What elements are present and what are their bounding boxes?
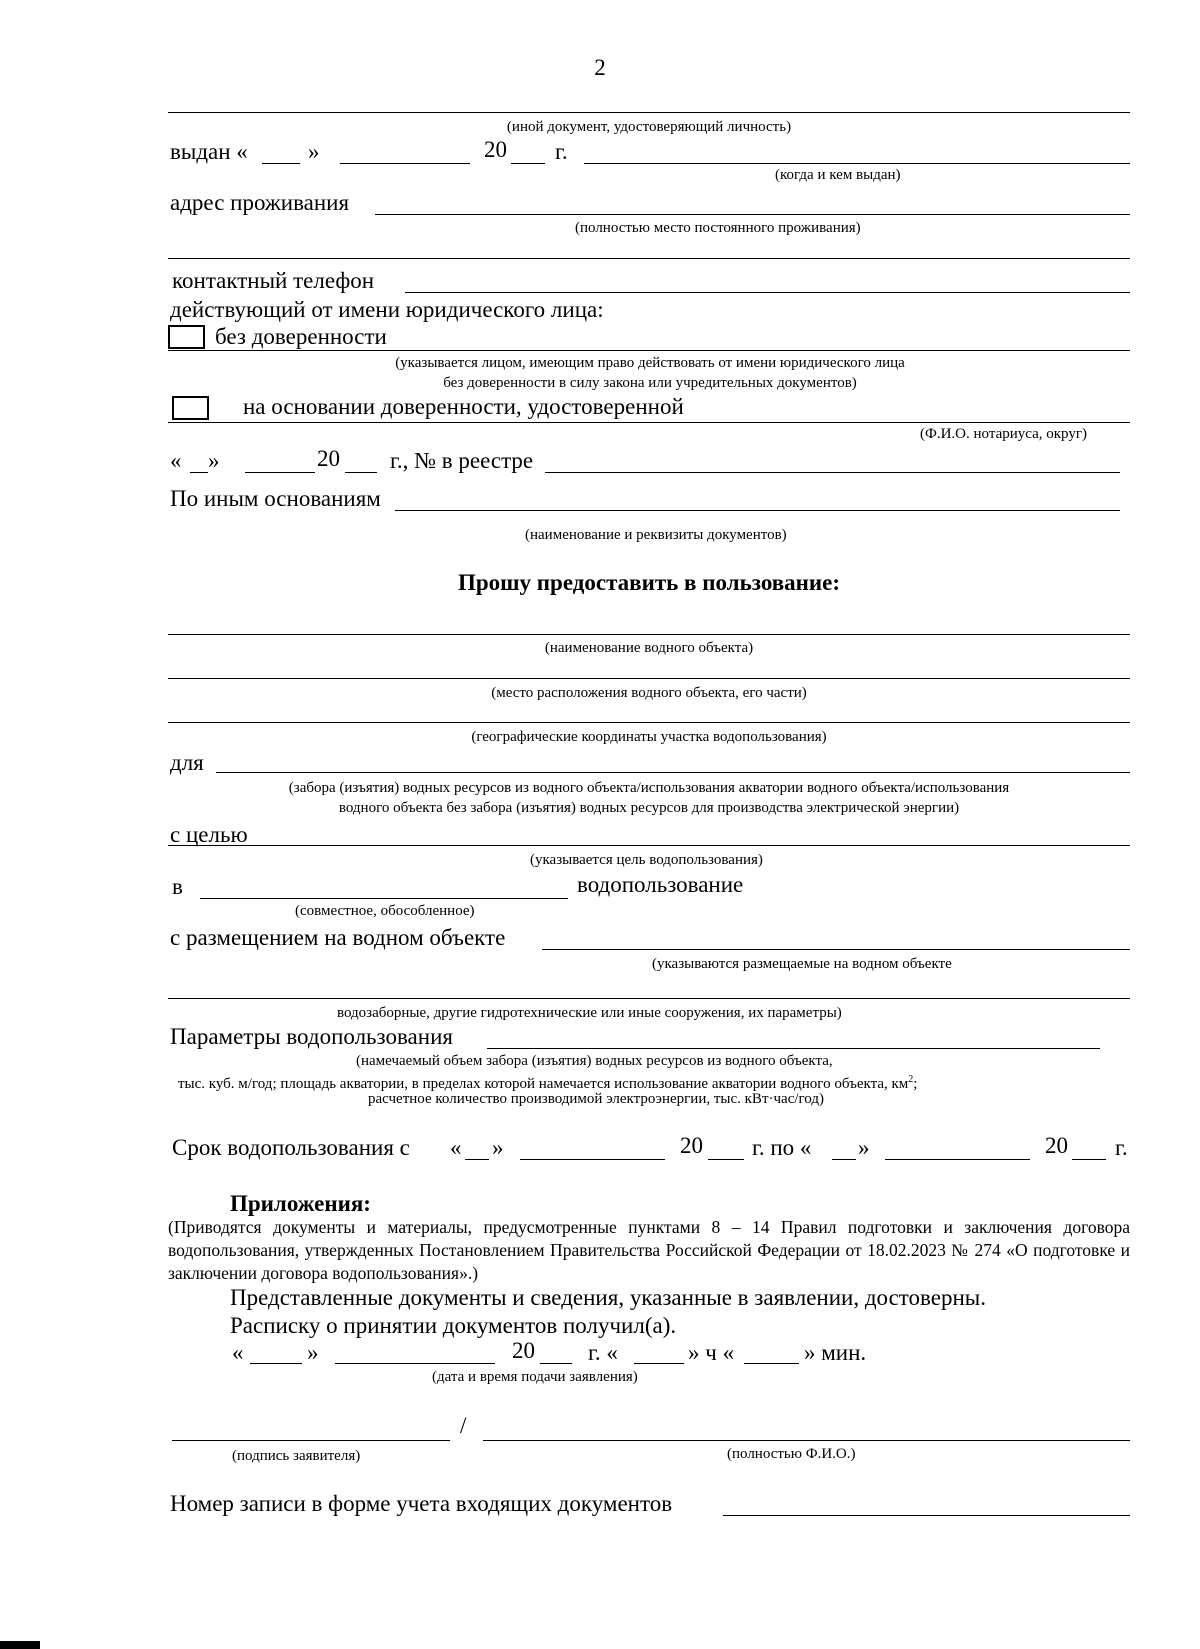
placement-field[interactable] bbox=[542, 949, 1130, 950]
term-end-day-field[interactable] bbox=[832, 1159, 856, 1160]
purpose-for-field[interactable] bbox=[216, 772, 1130, 773]
term-end-month-field[interactable] bbox=[885, 1159, 1030, 1160]
without-poa-caption-1: (указывается лицом, имеющим право действовать от имени юридического лица bbox=[395, 355, 905, 371]
submission-minutes-label: » мин. bbox=[804, 1340, 867, 1365]
usage-type-prefix: в bbox=[172, 874, 183, 899]
submission-hours-label: » ч « bbox=[688, 1340, 735, 1365]
without-poa-field[interactable] bbox=[168, 350, 1130, 351]
full-name-caption: (полностью Ф.И.О.) bbox=[727, 1446, 856, 1462]
parameters-label: Параметры водопользования bbox=[170, 1024, 453, 1049]
term-start-month-field[interactable] bbox=[520, 1159, 665, 1160]
attachments-text: (Приводятся документы и материалы, предусмотренные пунктами 8 – 14 Правил подготовки и заключения договора водопользования, утвержденных Постановлением Правительства Российской Федерации от 18.02.2023 № 274 «О подготовке и заключении договора водопользования».) bbox=[168, 1217, 1130, 1283]
page-number: 2 bbox=[594, 55, 606, 80]
purpose-for-caption-2: водного объекта без забора (изъятия) водных ресурсов для производства электрической энергии) bbox=[338, 800, 960, 816]
registry-day-field[interactable] bbox=[190, 472, 208, 473]
address-field[interactable] bbox=[375, 214, 1130, 215]
acting-label: действующий от имени юридического лица: bbox=[170, 297, 604, 322]
scan-edge-mark bbox=[0, 1641, 40, 1649]
term-quote-close: » bbox=[492, 1135, 504, 1160]
with-poa-label: на основании доверенности, удостоверенной bbox=[243, 394, 684, 419]
goal-caption: (указывается цель водопользования) bbox=[530, 852, 763, 868]
without-poa-caption-2: без доверенности в силу закона или учредительных документов) bbox=[443, 375, 857, 391]
issued-month-field[interactable] bbox=[340, 163, 470, 164]
water-object-name-caption: (наименование водного объекта) bbox=[544, 640, 754, 656]
signature-slash: / bbox=[460, 1413, 467, 1438]
registry-number-field[interactable] bbox=[545, 472, 1120, 473]
issued-year-field[interactable] bbox=[511, 163, 545, 164]
water-object-coords-caption: (географические координаты участка водопользования) bbox=[471, 729, 827, 745]
submission-quote-close: » bbox=[307, 1340, 319, 1365]
registry-quote-open: « bbox=[170, 448, 182, 473]
issued-quote-close: » bbox=[308, 139, 320, 164]
registry-year-field[interactable] bbox=[345, 472, 377, 473]
goal-field[interactable] bbox=[168, 845, 1130, 846]
phone-label: контактный телефон bbox=[172, 268, 375, 293]
other-grounds-field[interactable] bbox=[395, 510, 1120, 511]
parameters-caption-1: (намечаемый объем забора (изъятия) водных ресурсов из водного объекта, bbox=[356, 1053, 833, 1069]
signature-field[interactable] bbox=[172, 1440, 450, 1441]
water-object-coords-field[interactable] bbox=[168, 722, 1130, 723]
full-name-field[interactable] bbox=[483, 1440, 1130, 1441]
parameters-caption-2-end: ; bbox=[913, 1076, 918, 1092]
placement-caption-1: (указываются размещаемые на водном объекте bbox=[652, 956, 952, 972]
term-quote-close-2: » bbox=[858, 1135, 870, 1160]
term-year-prefix: 20 bbox=[680, 1133, 703, 1158]
record-number-field[interactable] bbox=[723, 1515, 1130, 1516]
registry-year-prefix: 20 bbox=[317, 446, 340, 471]
term-end-year-field[interactable] bbox=[1072, 1159, 1106, 1160]
issued-day-field[interactable] bbox=[262, 163, 300, 164]
registry-quote-close: » bbox=[208, 448, 220, 473]
issued-by-field[interactable] bbox=[584, 163, 1130, 164]
purpose-for-label: для bbox=[170, 750, 204, 775]
placement-label: с размещением на водном объекте bbox=[170, 925, 506, 950]
registry-month-field[interactable] bbox=[245, 472, 315, 473]
attachments-statement: Представленные документы и сведения, указанные в заявлении, достоверны. bbox=[230, 1285, 987, 1310]
phone-field[interactable] bbox=[405, 292, 1130, 293]
submission-caption: (дата и время подачи заявления) bbox=[432, 1369, 638, 1385]
goal-label: с целью bbox=[170, 822, 248, 847]
address-label: адрес проживания bbox=[170, 190, 350, 215]
with-poa-caption: (Ф.И.О. нотариуса, округ) bbox=[920, 426, 1087, 442]
without-poa-label: без доверенности bbox=[215, 324, 387, 349]
record-label: Номер записи в форме учета входящих документов bbox=[170, 1491, 673, 1516]
term-year-prefix-2: 20 bbox=[1045, 1133, 1068, 1158]
water-object-name-field[interactable] bbox=[168, 634, 1130, 635]
id-document-caption: (иной документ, удостоверяющий личность) bbox=[506, 119, 792, 135]
placement-field-line2[interactable] bbox=[168, 998, 1130, 999]
term-quote-open: « bbox=[450, 1135, 462, 1160]
submission-day-field[interactable] bbox=[250, 1363, 302, 1364]
issued-caption: (когда и кем выдан) bbox=[775, 167, 901, 183]
id-document-line[interactable] bbox=[168, 112, 1130, 113]
with-poa-field[interactable] bbox=[168, 422, 1130, 423]
submission-quote-open: « bbox=[232, 1340, 244, 1365]
parameters-caption-2-text: тыс. куб. м/год; площадь акватории, в пределах которой намечается использование акватории водного объекта, км bbox=[178, 1076, 909, 1092]
address-caption: (полностью место постоянного проживания) bbox=[575, 220, 861, 236]
usage-type-caption: (совместное, обособленное) bbox=[295, 903, 475, 919]
other-grounds-label: По иным основаниям bbox=[170, 486, 381, 511]
term-to-label: г. по « bbox=[752, 1135, 812, 1160]
parameters-caption-3: расчетное количество производимой электроэнергии, тыс. кВт·час/год) bbox=[368, 1091, 824, 1107]
water-object-location-caption: (место расположения водного объекта, его части) bbox=[491, 685, 807, 701]
parameters-caption-2-sup: 2 bbox=[908, 1074, 914, 1085]
address-field-line2[interactable] bbox=[168, 258, 1130, 259]
attachments-heading: Приложения: bbox=[230, 1191, 371, 1216]
submission-year-suffix: г. « bbox=[588, 1340, 618, 1365]
submission-hours-field[interactable] bbox=[634, 1363, 684, 1364]
attachments-receipt: Расписку о принятии документов получил(а). bbox=[230, 1313, 677, 1338]
term-year-suffix: г. bbox=[1115, 1135, 1128, 1160]
request-heading: Прошу предоставить в пользование: bbox=[457, 570, 841, 595]
term-label: Срок водопользования с bbox=[172, 1135, 410, 1160]
issued-label: выдан « bbox=[170, 139, 248, 164]
without-poa-checkbox[interactable] bbox=[168, 325, 205, 349]
signature-caption: (подпись заявителя) bbox=[232, 1448, 361, 1464]
usage-type-suffix: водопользование bbox=[577, 872, 744, 897]
other-grounds-caption: (наименование и реквизиты документов) bbox=[525, 527, 787, 543]
parameters-field[interactable] bbox=[487, 1048, 1100, 1049]
term-start-year-field[interactable] bbox=[708, 1159, 744, 1160]
placement-caption-2: водозаборные, другие гидротехнические или иные сооружения, их параметры) bbox=[337, 1005, 842, 1021]
term-start-day-field[interactable] bbox=[465, 1159, 489, 1160]
submission-month-field[interactable] bbox=[335, 1363, 495, 1364]
issued-year-suffix: г. bbox=[555, 139, 568, 164]
registry-suffix: г., № в реестре bbox=[390, 448, 534, 473]
purpose-for-caption-1: (забора (изъятия) водных ресурсов из водного объекта/использования акватории водного объекта/использования bbox=[288, 780, 1010, 796]
with-poa-checkbox[interactable] bbox=[172, 396, 209, 420]
submission-minutes-field[interactable] bbox=[744, 1363, 799, 1364]
issued-year-prefix: 20 bbox=[484, 137, 507, 162]
water-object-location-field[interactable] bbox=[168, 678, 1130, 679]
submission-year-field[interactable] bbox=[540, 1363, 572, 1364]
usage-type-field[interactable] bbox=[200, 898, 568, 899]
submission-year-prefix: 20 bbox=[512, 1338, 535, 1363]
